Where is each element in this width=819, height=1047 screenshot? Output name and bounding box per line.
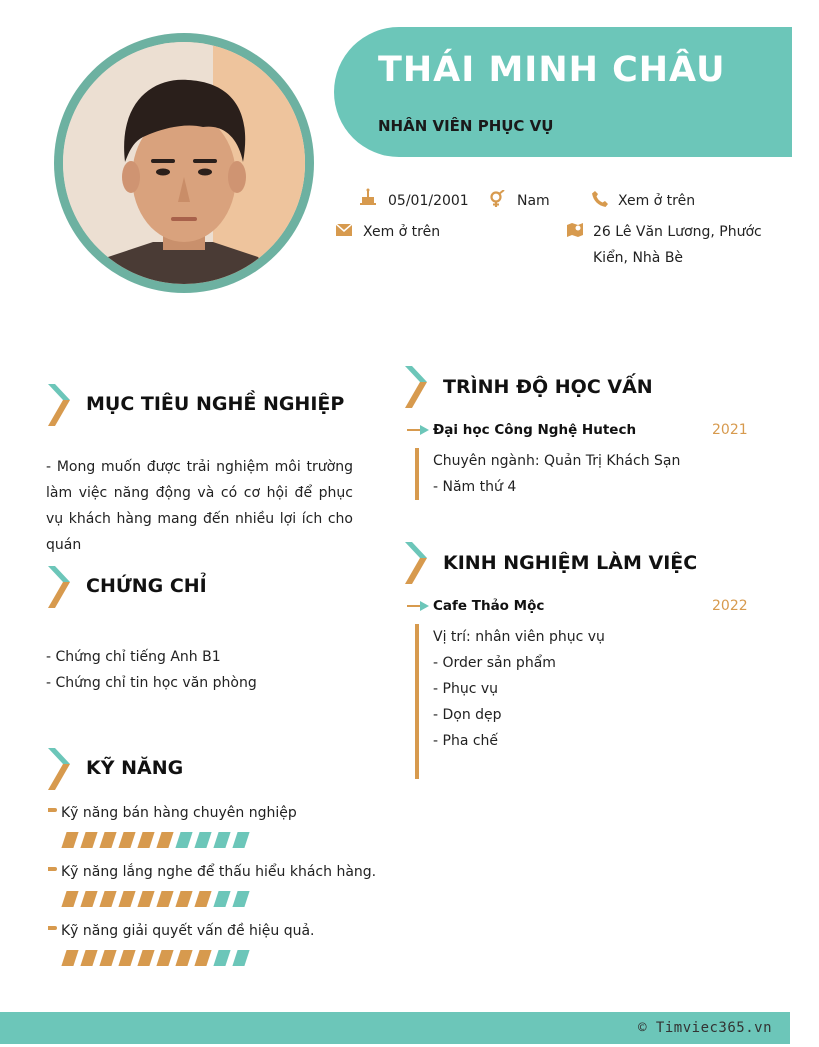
phone-icon [592,191,608,207]
mail-icon [336,224,352,236]
certificates-title: CHỨNG CHỈ [86,575,207,597]
chevron-icon [48,384,74,426]
skill-segment-filled [156,832,173,848]
address-line-2: Kiển, Nhà Bè [593,250,684,266]
experience-timeline-bar [415,624,419,779]
header-banner [334,27,792,157]
skill-segment-filled [118,891,135,907]
address-line-1: 26 Lê Văn Lương, Phước [593,224,762,240]
email-text: Xem ở trên [363,224,441,240]
chevron-icon [48,748,74,790]
skill-label: Kỹ năng bán hàng chuyên nghiệp [61,805,297,821]
skill-segment-empty [194,832,211,848]
education-line: Chuyên ngành: Quản Trị Khách Sạn [433,453,681,469]
experience-company: Cafe Thảo Mộc [433,598,545,614]
education-timeline-bar [415,448,419,500]
experience-line: - Pha chế [433,733,499,749]
skill-segment-empty [232,891,249,907]
experience-year: 2022 [712,598,748,614]
map-icon [567,222,583,238]
skill-segment-empty [175,832,192,848]
candidate-name: THÁI MINH CHÂU [378,50,726,90]
experience-line: - Phục vụ [433,681,498,697]
skill-segment-empty [213,891,230,907]
skill-segment-filled [80,891,97,907]
skill-segment-empty [213,950,230,966]
objective-text: - Mong muốn được trải nghiệm môi trường làm việc năng động và có cơ hội để phục vụ khách hàng mang đến nhiều lợi ích cho quán [46,459,353,553]
avatar-photo [63,42,305,284]
skill-label: Kỹ năng giải quyết vấn đề hiệu quả. [61,923,315,939]
skill-rating-bar [64,950,254,966]
skill-segment-filled [156,950,173,966]
skill-segment-empty [232,950,249,966]
education-title: TRÌNH ĐỘ HỌC VẤN [443,376,653,398]
skill-segment-filled [137,891,154,907]
skill-segment-filled [137,950,154,966]
experience-line: - Order sản phẩm [433,655,556,671]
skill-bullet-icon [48,867,57,871]
skill-segment-filled [175,891,192,907]
education-line: - Năm thứ 4 [433,479,517,495]
skill-segment-empty [232,832,249,848]
skill-rating-bar [64,891,254,907]
experience-title: KINH NGHIỆM LÀM VIỆC [443,552,698,574]
skills-title: KỸ NĂNG [86,757,184,779]
chevron-icon [405,366,431,408]
objective-title: MỤC TIÊU NGHỀ NGHIỆP [86,393,345,415]
skill-bullet-icon [48,926,57,930]
gender-text: Nam [517,193,550,209]
phone-text: Xem ở trên [618,193,696,209]
skill-bullet-icon [48,808,57,812]
footer-copyright: © Timviec365.vn [638,1020,772,1036]
avatar [63,42,305,284]
gender-icon [489,190,505,208]
certificate-item: - Chứng chỉ tin học văn phòng [46,675,257,691]
skill-label: Kỹ năng lắng nghe để thấu hiểu khách hàng. [61,864,377,880]
footer-bar [0,1012,790,1044]
chevron-icon [405,542,431,584]
certificate-item: - Chứng chỉ tiếng Anh B1 [46,649,221,665]
education-year: 2021 [712,422,748,438]
skill-segment-filled [118,950,135,966]
candidate-position: NHÂN VIÊN PHỤC VỤ [378,117,554,135]
skill-segment-filled [194,950,211,966]
skill-segment-filled [61,950,78,966]
skill-segment-filled [61,832,78,848]
birthday-text: 05/01/2001 [388,193,469,209]
chevron-icon [48,566,74,608]
skill-segment-filled [99,891,116,907]
skill-segment-filled [61,891,78,907]
skill-segment-filled [137,832,154,848]
skill-segment-filled [156,891,173,907]
skill-segment-filled [80,950,97,966]
experience-line: - Dọn dẹp [433,707,502,723]
skill-segment-filled [175,950,192,966]
cake-icon [360,188,376,206]
skill-segment-filled [80,832,97,848]
skill-segment-filled [118,832,135,848]
skill-segment-empty [213,832,230,848]
arrow-icon [407,601,429,611]
skill-segment-filled [99,832,116,848]
skill-segment-filled [99,950,116,966]
education-school: Đại học Công Nghệ Hutech [433,422,637,438]
skill-segment-filled [194,891,211,907]
experience-line: Vị trí: nhân viên phục vụ [433,629,605,645]
skill-rating-bar [64,832,254,848]
arrow-icon [407,425,429,435]
